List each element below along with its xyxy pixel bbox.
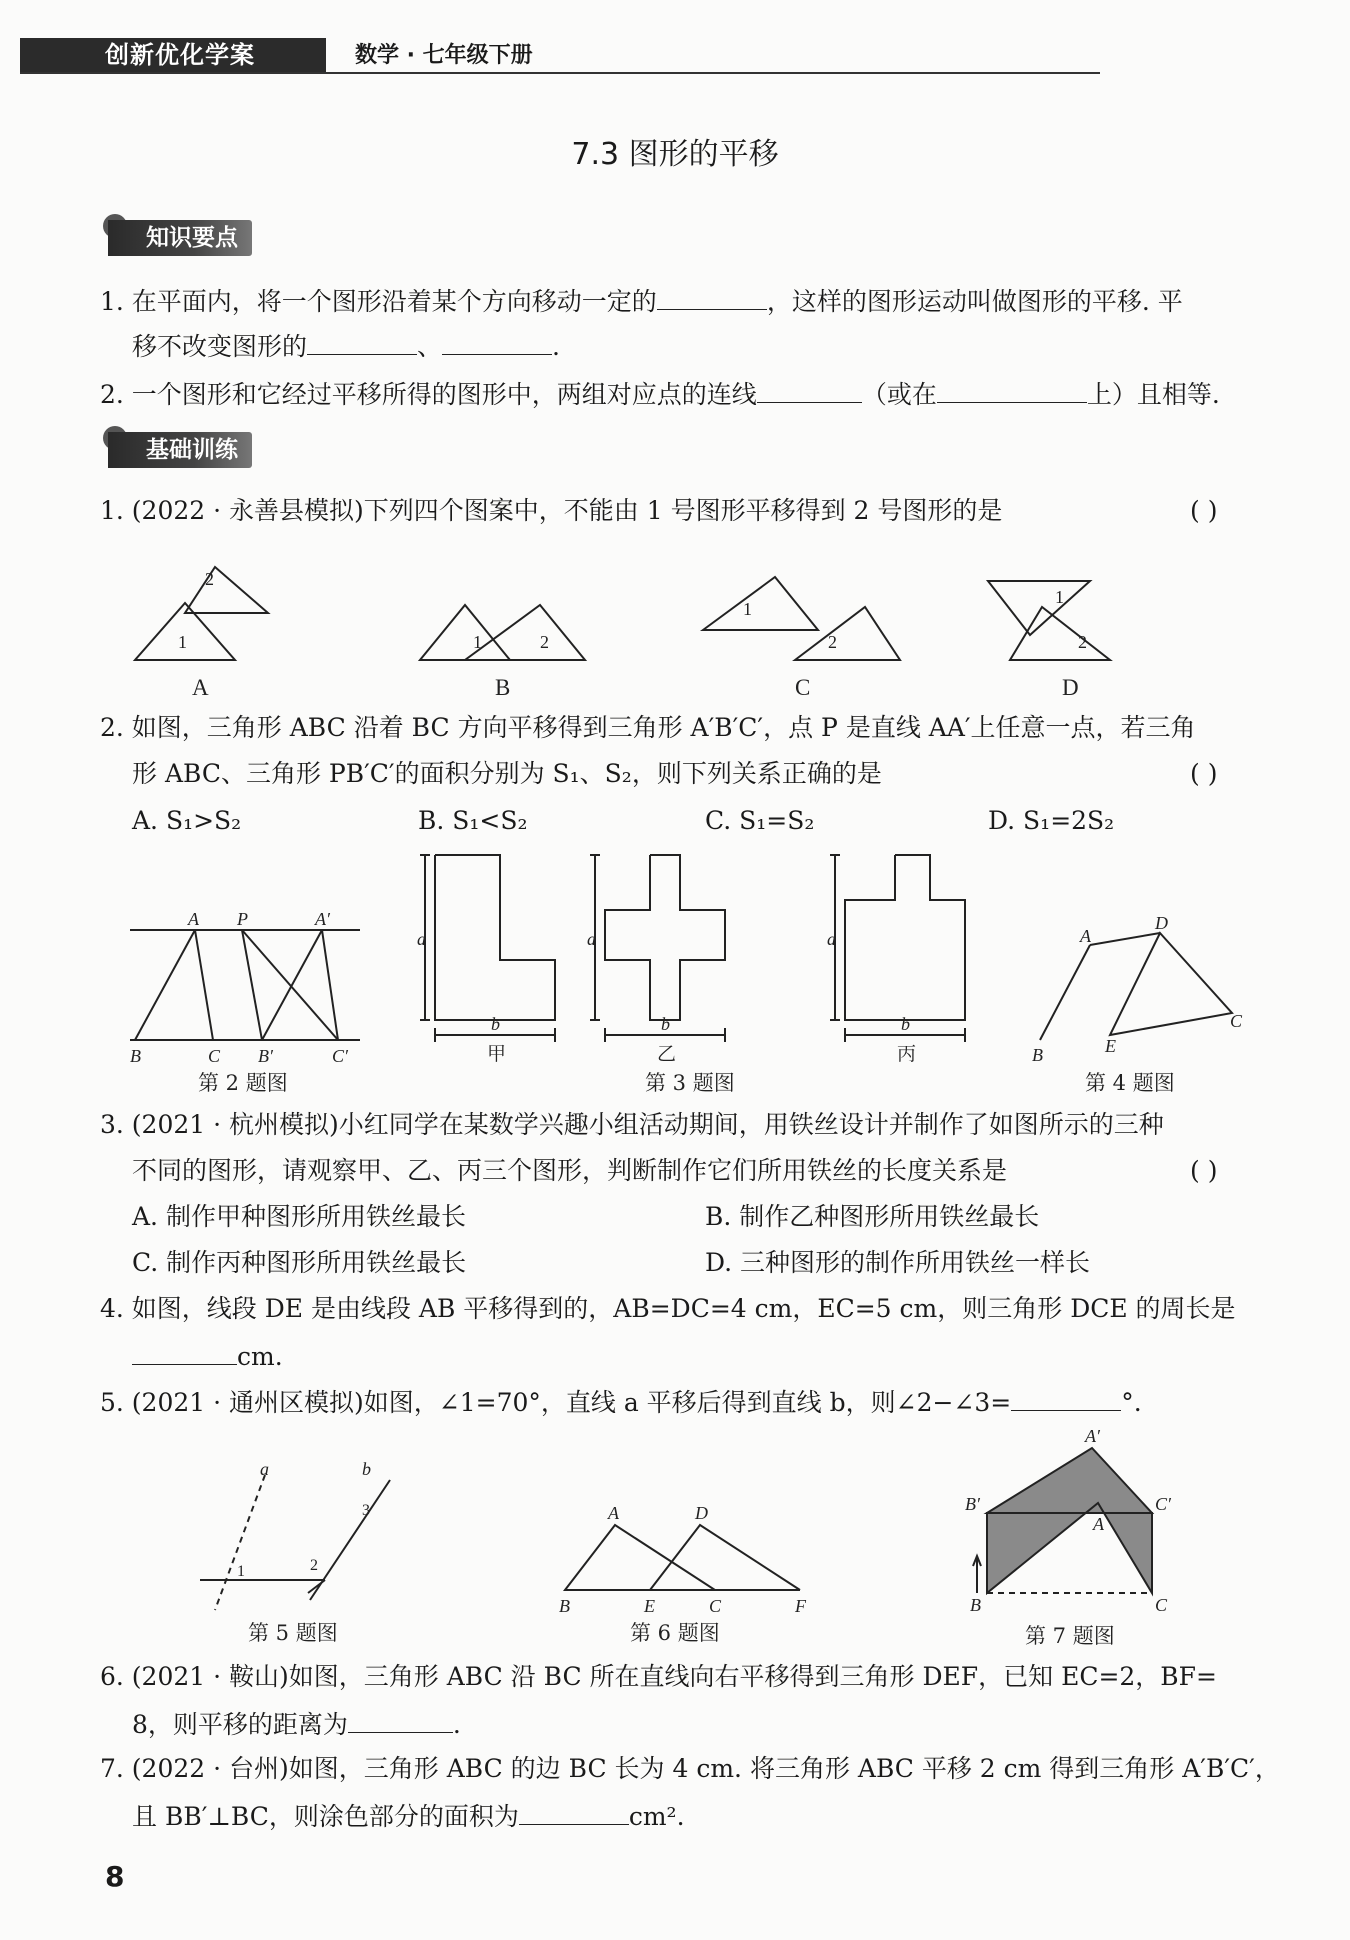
fig5-caption: 第 5 题图 <box>248 1621 338 1645</box>
triangle-2-d <box>1010 607 1110 660</box>
option-label-a: A <box>192 675 209 700</box>
shape-yi <box>605 855 725 1020</box>
fig7-caption: 第 7 题图 <box>1025 1624 1115 1648</box>
fig2-label-b-prime: B′ <box>258 1046 273 1066</box>
question-3-line-2: 不同的图形，请观察甲、乙、丙三个图形，判断制作它们所用铁丝的长度关系是 <box>132 1156 1008 1185</box>
answer-blank[interactable] <box>307 328 417 355</box>
tri2-label: 2 <box>205 569 214 589</box>
fig4-label-a: A <box>1080 926 1091 946</box>
fig5-angle-3: 3 <box>362 1502 370 1519</box>
tri2-label: 2 <box>1078 632 1087 652</box>
fig6-label-e: E <box>644 1596 655 1616</box>
question-7-line-1: 7. (2022 · 台州)如图，三角形 ABC 的边 BC 长为 4 cm. 将三角形 ABC 平移 2 cm 得到三角形 A′B′C′， <box>100 1754 1280 1783</box>
figure-4 <box>1020 915 1250 1100</box>
answer-blank[interactable] <box>757 376 862 403</box>
fig4-label-c: C <box>1230 1011 1243 1031</box>
q3-option-c[interactable]: C. 制作丙种图形所用铁丝最长 <box>132 1248 467 1277</box>
fig3-label-a: a <box>587 929 596 949</box>
tri2-label: 2 <box>540 632 549 652</box>
fig3-caption: 第 3 题图 <box>645 1071 735 1095</box>
question-1-figures <box>120 565 1170 700</box>
question-2-line-1: 2. 如图，三角形 ABC 沿着 BC 方向平移得到三角形 A′B′C′，点 P 是直线 AA′上任意一点，若三角 <box>100 713 1196 742</box>
fig3-label-b: b <box>661 1014 670 1034</box>
page-number: 8 <box>105 1860 125 1893</box>
figure-3 <box>405 845 995 1100</box>
tri1-label: 1 <box>473 632 482 652</box>
answer-blank[interactable] <box>937 376 1087 403</box>
header-subject: 数学 · 七年级下册 <box>355 43 533 68</box>
fig4-label-b: B <box>1032 1045 1043 1065</box>
shaded-top <box>987 1448 1152 1513</box>
fig7-label-b: B <box>970 1595 981 1615</box>
question-6-line-1: 6. (2021 · 鞍山)如图，三角形 ABC 沿 BC 所在直线向右平移得到三角形 DEF，已知 EC=2，BF= <box>100 1662 1217 1691</box>
tri2-label: 2 <box>828 632 837 652</box>
question-3-line-1: 3. (2021 · 杭州模拟)小红同学在某数学兴趣小组活动期间，用铁丝设计并制作了如图所示的三种 <box>100 1110 1164 1139</box>
answer-blank[interactable] <box>132 1338 237 1365</box>
q6-part-b: . <box>452 1710 461 1739</box>
triangle-1-b <box>420 605 510 660</box>
fig5-label-a: a <box>260 1459 269 1479</box>
triangle-1-c <box>703 577 818 630</box>
training-banner: 基础训练 <box>108 432 252 468</box>
shape-bing <box>845 855 965 1020</box>
fig7-label-a-prime: A′ <box>1085 1428 1100 1446</box>
fig7-label-a: A <box>1093 1514 1104 1534</box>
fig5-angle-1: 1 <box>237 1563 245 1580</box>
q7-part-b: cm². <box>628 1802 685 1831</box>
k2-part-b: （或在 <box>861 380 937 409</box>
fig3-label-b: b <box>901 1014 910 1034</box>
fig7-label-c-prime: C′ <box>1155 1494 1171 1514</box>
k2-part-a: 2. 一个图形和它经过平移所得的图形中，两组对应点的连线 <box>100 380 757 409</box>
option-label-d: D <box>1062 675 1079 700</box>
shaded-body <box>987 1503 1152 1593</box>
answer-paren[interactable]: ( ) <box>1190 496 1218 525</box>
q2-option-d[interactable]: D. S₁=2S₂ <box>988 806 1115 835</box>
figure-5 <box>190 1455 430 1655</box>
k1-part-b: ，这样的图形运动叫做图形的平移. 平 <box>766 287 1183 316</box>
knowledge-banner: 知识要点 <box>108 220 252 256</box>
fig2-label-c-prime: C′ <box>332 1046 348 1066</box>
tri1-label: 1 <box>1055 587 1064 607</box>
fig3-label-bing: 丙 <box>897 1044 917 1065</box>
fig7-label-c: C <box>1155 1595 1168 1615</box>
tri1-label: 1 <box>743 599 752 619</box>
answer-blank[interactable] <box>442 328 552 355</box>
fig2-label-a-prime: A′ <box>315 909 330 929</box>
q2-option-c[interactable]: C. S₁=S₂ <box>705 806 815 835</box>
knowledge-item-1 <box>100 283 1183 319</box>
question-7-line-2 <box>132 1798 685 1834</box>
knowledge-item-2 <box>100 376 1220 412</box>
question-6-line-2 <box>132 1706 461 1742</box>
fig3-label-a: a <box>827 929 836 949</box>
fig4-label-e: E <box>1105 1036 1116 1056</box>
q5-part-a: 5. (2021 · 通州区模拟)如图，∠1=70°，直线 a 平移后得到直线 b，则∠2−∠3= <box>100 1388 1012 1417</box>
question-2-line-2: 形 ABC、三角形 PB′C′的面积分别为 S₁、S₂，则下列关系正确的是 <box>132 759 882 788</box>
question-1-text: 1. (2022 · 永善县模拟)下列四个图案中，不能由 1 号图形平移得到 2 号图形的是 <box>100 496 1003 525</box>
figure-2 <box>120 900 370 1100</box>
fig3-label-jia: 甲 <box>487 1044 507 1065</box>
fig5-angle-2: 2 <box>310 1557 318 1574</box>
question-4-line-1: 4. 如图，线段 DE 是由线段 AB 平移得到的，AB=DC=4 cm，EC=5 cm，则三角形 DCE 的周长是 <box>100 1294 1236 1323</box>
triangle-2-b <box>465 605 585 660</box>
q3-option-b[interactable]: B. 制作乙种图形所用铁丝最长 <box>705 1202 1040 1231</box>
triangle-2-c <box>795 607 900 660</box>
shape-jia <box>435 855 555 1020</box>
triangle-1-d <box>988 581 1090 635</box>
k1-part-a: 1. 在平面内，将一个图形沿着某个方向移动一定的 <box>100 287 657 316</box>
fig6-label-b: B <box>559 1596 570 1616</box>
option-label-c: C <box>795 675 811 700</box>
knowledge-item-1-cont <box>132 328 560 364</box>
figure-7 <box>965 1428 1195 1656</box>
option-label-b: B <box>495 675 511 700</box>
fig2-caption: 第 2 题图 <box>198 1071 288 1095</box>
section-title: 7.3 图形的平移 <box>571 137 779 172</box>
question-4-line-2 <box>132 1338 283 1374</box>
k1-part-e: . <box>552 332 560 361</box>
fig6-label-d: D <box>695 1503 708 1523</box>
fig4-caption: 第 4 题图 <box>1085 1071 1175 1095</box>
fig5-label-b: b <box>362 1459 371 1479</box>
fig2-label-c: C <box>208 1046 221 1066</box>
triangle-2-a <box>185 567 268 613</box>
fig4-label-d: D <box>1155 915 1168 933</box>
fig2-label-a: A <box>188 909 199 929</box>
tri1-label: 1 <box>178 632 187 652</box>
fig2-label-b: B <box>130 1046 141 1066</box>
answer-blank[interactable] <box>657 283 767 310</box>
q2-option-a[interactable]: A. S₁>S₂ <box>132 806 242 835</box>
fig6-label-f: F <box>795 1596 806 1616</box>
fig6-caption: 第 6 题图 <box>630 1621 720 1645</box>
q3-option-d[interactable]: D. 三种图形的制作所用铁丝一样长 <box>705 1248 1091 1277</box>
fig2-label-p: P <box>237 909 248 929</box>
header-rule <box>20 72 1100 74</box>
k1-part-d: 、 <box>417 332 443 361</box>
header-brand: 创新优化学案 <box>105 41 255 69</box>
fig3-label-b: b <box>491 1014 500 1034</box>
fig6-label-a: A <box>608 1503 619 1523</box>
answer-blank[interactable] <box>1011 1384 1121 1411</box>
q6-part-a: 8，则平移的距离为 <box>132 1710 348 1739</box>
question-5-text <box>100 1384 1142 1420</box>
fig3-label-a: a <box>417 929 426 949</box>
answer-paren[interactable]: ( ) <box>1190 759 1218 788</box>
q7-part-a: 且 BB′⊥BC，则涂色部分的面积为 <box>132 1802 519 1831</box>
q3-option-a[interactable]: A. 制作甲种图形所用铁丝最长 <box>132 1202 466 1231</box>
figure-6 <box>555 1495 820 1655</box>
q2-option-b[interactable]: B. S₁<S₂ <box>418 806 528 835</box>
answer-paren[interactable]: ( ) <box>1190 1156 1218 1185</box>
q4-unit: cm. <box>237 1342 283 1371</box>
fig6-label-c: C <box>709 1596 722 1616</box>
answer-blank[interactable] <box>519 1798 629 1825</box>
q5-part-b: °. <box>1121 1388 1142 1417</box>
answer-blank[interactable] <box>348 1706 453 1733</box>
fig7-label-b-prime: B′ <box>965 1494 980 1514</box>
k1-part-c: 移不改变图形的 <box>132 332 308 361</box>
fig3-label-yi: 乙 <box>657 1044 677 1065</box>
k2-part-c: 上）且相等. <box>1086 380 1220 409</box>
